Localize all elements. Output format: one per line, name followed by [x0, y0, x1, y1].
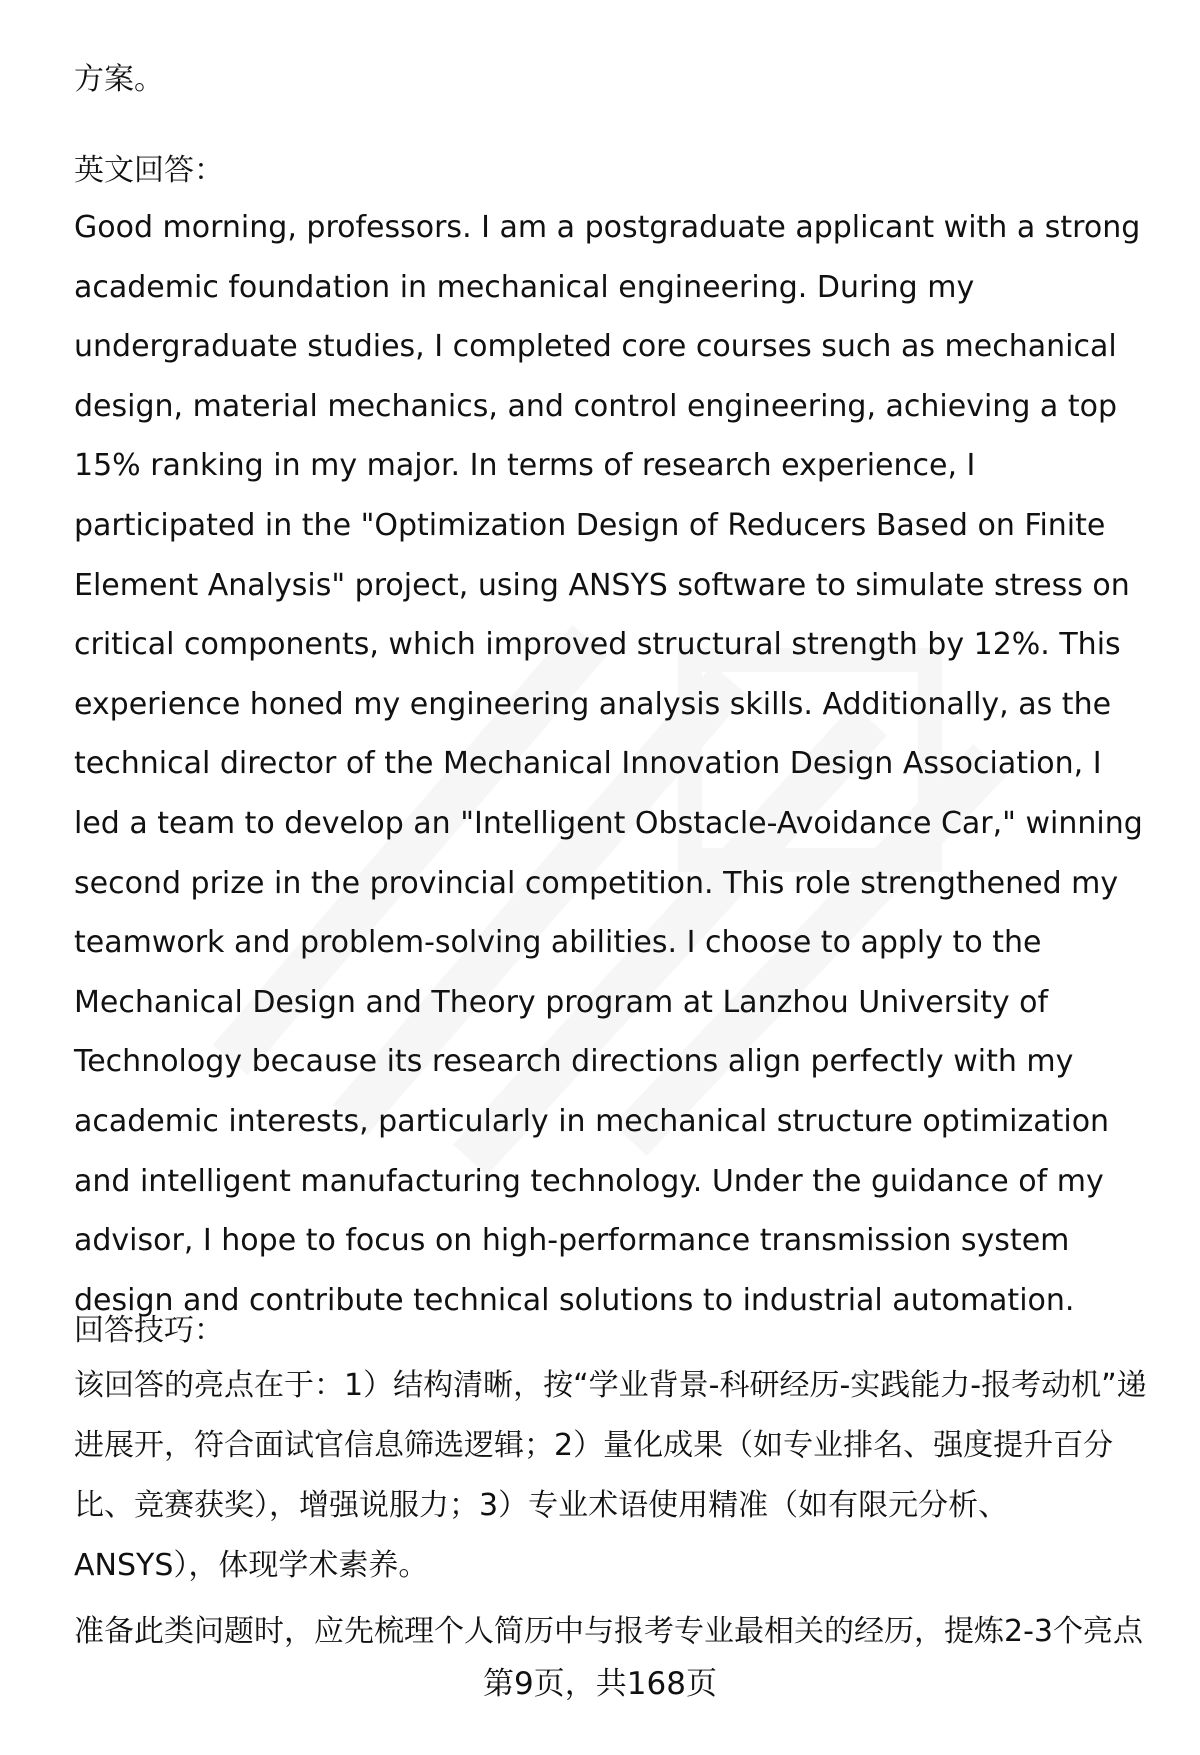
page-number-footer: 第9页，共168页 [483, 1666, 717, 1702]
english-answer-text: Good morning, professors. I am a postgraduate applicant with a strong academic foundation in mechanical engineering. During my undergraduate studies, I completed core courses such as mechanical design, material mechanics, and control engineering, achieving a top 15% ranking in my major. In terms of research experience, I participated in the "Optimization Design of Reducers Based on Finite Element Analysis" project, using ANSYS software to simulate stress on critical components, which improved structural strength by 12%. This experience honed my engineering analysis skills. Additionally, as the technical director of the Mechanical Innovation Design Association, I led a team to develop an "Intelligent Obstacle-Avoidance Car," winning second prize in the provincial competition. This role strengthened my teamwork and problem-solving abilities. I choose to apply to the Mechanical Design and Theory program at Lanzhou University of Technology because its research directions align perfectly with my academic interests, particularly in mechanical structure optimization and intelligent manufacturing technology. Under the guidance of my advisor, I hope to focus on high-performance transmission system design and contribute technical solutions to industrial automation. [74, 210, 1143, 1318]
english-answer-label: 英文回答： [74, 153, 224, 188]
preparation-advice-line: 准备此类问题时，应先梳理个人简历中与报考专业最相关的经历，提炼2-3个亮点 [74, 1614, 1143, 1649]
answer-tips-text: 该回答的亮点在于：1）结构清晰，按“学业背景-科研经历-实践能力-报考动机”递进展开，符合面试官信息筛选逻辑；2）量化成果（如专业排名、强度提升百分比、竞赛获奖），增强说服力；3）专业术语使用精准（如有限元分析、ANSYS），体现学术素养。 [74, 1368, 1147, 1583]
previous-section-tail: 方案。 [74, 62, 164, 97]
answer-tips-label: 回答技巧： [74, 1313, 224, 1348]
